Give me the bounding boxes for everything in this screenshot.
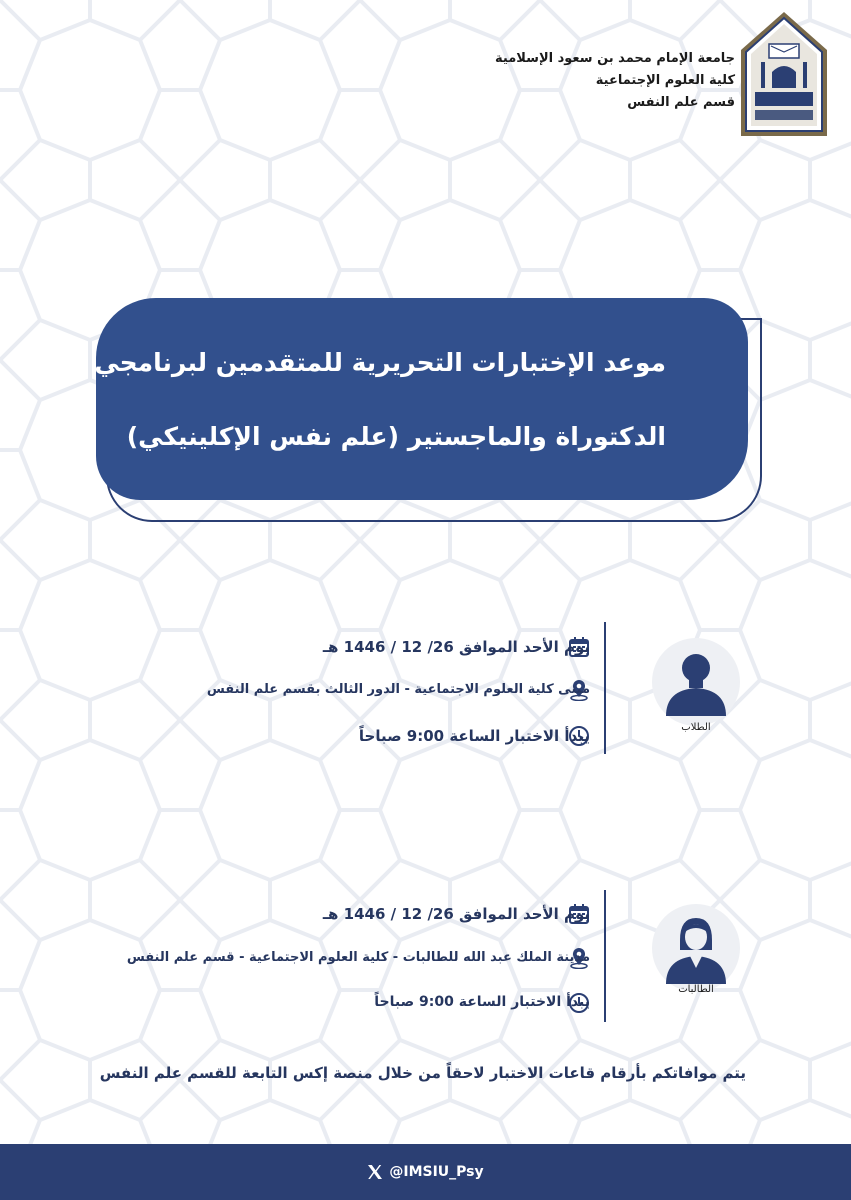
female-avatar-icon [652, 904, 740, 992]
female-avatar [652, 904, 740, 992]
university-header [495, 48, 735, 114]
male-divider [604, 622, 606, 754]
x-logo-icon [367, 1164, 383, 1180]
footer-bar [0, 1144, 851, 1200]
university-logo [739, 10, 829, 138]
female-location: مدينة الملك عبد الله للطالبات - كلية العلوم الاجتماعية - قسم علم النفس [126, 950, 590, 965]
male-location: مبنى كلية العلوم الاجتماعية - الدور الثالث بقسم علم النفس [206, 682, 590, 697]
male-avatar [652, 638, 740, 726]
notice-text: يتم موافاتكم بأرقام قاعات الاختبار لاحقاً من خلال منصة إكس التابعة للقسم علم النفس [99, 1064, 746, 1082]
female-date: يوم الأحد الموافق 26/ 12 / 1446 هـ [322, 905, 590, 923]
female-divider [604, 890, 606, 1022]
banner-title-line2: الدكتوراة والماجستير (علم نفس الإكلينيكي) [126, 422, 666, 451]
college-name: كلية العلوم الإجتماعية [595, 73, 735, 88]
male-date: يوم الأحد الموافق 26/ 12 / 1446 هـ [322, 638, 590, 656]
female-time: يبدأ الاختبار الساعة 9:00 صباحاً [374, 994, 590, 1010]
title-banner [96, 298, 760, 524]
university-name: جامعة الإمام محمد بن سعود الإسلامية [495, 51, 735, 66]
male-avatar-icon [652, 638, 740, 726]
male-label: الطلاب [681, 722, 711, 733]
footer-handle-row[interactable] [0, 1144, 851, 1200]
banner-fill [96, 298, 748, 500]
social-handle: @IMSIU_Psy [389, 1164, 484, 1180]
banner-title-line1: موعد الإختبارات التحريرية للمتقدمين لبرنامجي [94, 348, 666, 377]
male-time: يبدأ الاختبار الساعة 9:00 صباحاً [358, 727, 590, 745]
department-name: قسم علم النفس [627, 95, 735, 110]
female-label: الطالبات [678, 984, 714, 995]
